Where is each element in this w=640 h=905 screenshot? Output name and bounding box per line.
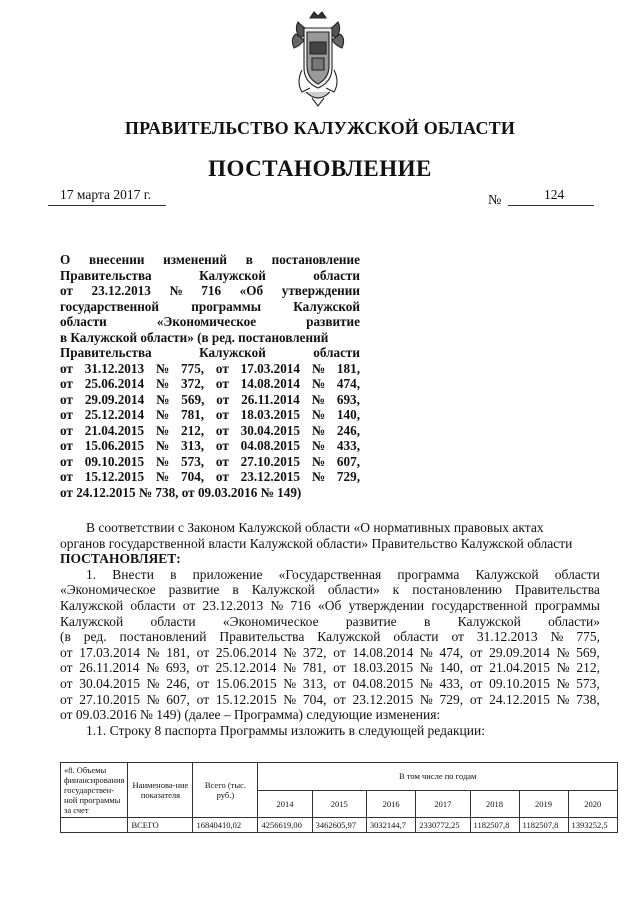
title-word: № — [155, 422, 170, 438]
title-word: № — [169, 283, 183, 298]
title-word: 29.09.2014 — [84, 391, 145, 407]
year-header: 2017 — [416, 790, 470, 818]
paragraph-line: от 26.11.2014 № 693, от 25.12.2014 № 781, от 18.03.2015 № 140, от 21.04.2015 № 212, — [60, 660, 600, 676]
title-word: внесении — [89, 252, 145, 267]
decree-title — [60, 252, 360, 500]
title-word: 474, — [336, 376, 360, 391]
year-value: 1393252,5 — [568, 818, 617, 833]
title-word: «Об — [239, 283, 264, 298]
title-word: Правительства — [60, 267, 152, 283]
title-word: 569, — [181, 391, 205, 407]
decree-body — [60, 520, 600, 738]
title-word: 716 — [201, 283, 222, 298]
title-word: 18.03.2015 — [240, 407, 300, 422]
title-word: 17.03.2014 — [240, 360, 300, 376]
title-line — [60, 407, 360, 423]
title-word: 573, — [181, 453, 205, 469]
title-word: 30.04.2015 — [240, 422, 300, 438]
title-line — [60, 299, 360, 315]
name-header: Наименова-ние показателя — [128, 763, 193, 818]
title-word: от — [60, 469, 73, 484]
paragraph-line: «Экономическое развитие в Калужской области» к постановлению Правительства — [60, 582, 600, 598]
coat-of-arms-icon — [290, 8, 346, 108]
title-word: 25.06.2014 — [84, 376, 145, 391]
title-word: 372, — [181, 376, 205, 391]
government-title: ПРАВИТЕЛЬСТВО КАЛУЖСКОЙ ОБЛАСТИ — [124, 118, 516, 138]
title-word: в Калужской области» (в ред. постановлений — [60, 329, 329, 345]
title-word: 607, — [336, 453, 360, 469]
title-word: от — [215, 360, 229, 376]
title-word: О — [60, 252, 71, 267]
financing-table — [60, 762, 618, 833]
title-word: 14.08.2014 — [240, 376, 300, 391]
title-word: 433, — [336, 438, 360, 453]
total-header: Всего (тыс. руб.) — [193, 763, 258, 818]
row-label-cell: «8. Объемы финансирования государствен-ной программы за счет — [61, 763, 128, 818]
year-value: 2330772,25 — [416, 818, 470, 833]
title-word: от — [215, 438, 229, 453]
title-word: от — [215, 407, 229, 422]
title-word: Правительства — [60, 345, 152, 360]
title-line — [60, 345, 360, 361]
title-word: № — [155, 469, 170, 484]
decree-number: 124 — [544, 187, 565, 202]
paragraph-line: от 30.04.2015 № 246, от 15.06.2015 № 313, от 04.08.2015 № 433, от 09.10.2015 № 573, — [60, 675, 600, 691]
title-word: 26.11.2014 — [241, 391, 300, 407]
title-word: 21.04.2015 — [84, 422, 145, 438]
title-word: № — [311, 407, 326, 422]
title-word: от — [60, 360, 73, 376]
title-word: 25.12.2014 — [84, 407, 145, 422]
title-word: в — [245, 252, 253, 267]
title-word: изменений — [163, 252, 227, 267]
title-word: № — [311, 391, 325, 407]
year-header: 2018 — [470, 790, 519, 818]
title-line — [60, 330, 360, 346]
year-value: 3462605,97 — [312, 818, 366, 833]
title-word: № — [311, 469, 326, 484]
paragraph-1-last-line: от 09.03.2016 № 149) (далее – Программа) следующие изменения: — [60, 707, 441, 723]
decree-date: 17 марта 2017 г. — [60, 187, 152, 202]
title-line — [60, 252, 360, 268]
date-underline — [48, 205, 166, 206]
intro-line-1: В соответствии с Законом Калужской области «О нормативных правовых актах — [86, 520, 544, 535]
title-word: № — [311, 422, 326, 438]
title-word: от — [215, 469, 229, 484]
title-word: Калужской — [199, 345, 266, 360]
title-word: от — [60, 407, 73, 422]
title-word: области — [313, 345, 360, 360]
title-word: 31.12.2013 — [84, 360, 145, 376]
title-word: Калужской — [199, 267, 266, 283]
year-header: 2016 — [366, 790, 415, 818]
year-header: 2019 — [519, 790, 568, 818]
paragraph-1 — [60, 567, 600, 707]
title-line — [60, 314, 360, 330]
title-line — [60, 469, 360, 485]
title-word: № — [155, 407, 170, 422]
title-word: программы — [191, 298, 261, 314]
title-word: утверждении — [281, 283, 360, 298]
title-word: от 24.12.2015 № 738, от 09.03.2016 № 149) — [60, 484, 302, 500]
title-line — [60, 376, 360, 392]
title-word: № — [311, 360, 326, 376]
title-word: № — [155, 438, 170, 453]
title-word: от — [60, 438, 73, 453]
empty-cell — [61, 818, 128, 833]
year-value: 1182507,8 — [519, 818, 568, 833]
title-word: 140, — [336, 407, 360, 422]
title-word: 27.10.2015 — [240, 453, 300, 469]
title-word: 09.10.2015 — [84, 453, 145, 469]
title-word: 729, — [336, 469, 360, 484]
title-word: 181, — [336, 360, 360, 376]
title-line — [60, 361, 360, 377]
document-type: ПОСТАНОВЛЕНИЕ — [208, 156, 432, 181]
title-word: 212, — [181, 422, 205, 438]
year-header: 2014 — [258, 790, 312, 818]
title-word: развитие — [306, 314, 360, 329]
row-total: 16840410,02 — [193, 818, 258, 833]
title-word: от — [60, 422, 73, 438]
title-word: № — [311, 438, 326, 453]
title-word: № — [155, 376, 170, 391]
paragraph-1-1: 1.1. Строку 8 паспорта Программы изложить в следующей редакции: — [86, 722, 485, 738]
title-word: области — [60, 314, 107, 329]
title-word: области — [313, 267, 360, 283]
number-sign: № — [488, 193, 502, 208]
title-word: 704, — [181, 469, 205, 484]
title-line — [60, 283, 360, 299]
intro-line-2: органов государственной власти Калужской области» Правительство Калужской области — [60, 535, 573, 551]
year-value: 1182507,8 — [470, 818, 519, 833]
number-underline — [508, 205, 594, 206]
title-line — [60, 454, 360, 470]
paragraph-line: Калужской области от 23.12.2013 № 716 «Об утверждении государственной программы — [60, 597, 600, 613]
title-word: «Экономическое — [156, 314, 257, 329]
title-word: от — [216, 391, 230, 407]
year-value: 3032144,7 — [366, 818, 415, 833]
paragraph-line: от 17.03.2014 № 181, от 25.06.2014 № 372, от 14.08.2014 № 474, от 29.09.2014 № 569, — [60, 644, 600, 660]
title-word: 781, — [181, 407, 205, 422]
title-word: от — [215, 422, 229, 438]
title-word: № — [155, 453, 170, 469]
title-word: № — [311, 453, 326, 469]
title-word: от — [60, 391, 73, 407]
title-word: 15.12.2015 — [84, 469, 145, 484]
title-word: № — [311, 376, 326, 391]
row-name: ВСЕГО — [128, 818, 193, 833]
title-word: 04.08.2015 — [240, 438, 300, 453]
title-word: 15.06.2015 — [84, 438, 145, 453]
paragraph-line: (в ред. постановлений Правительства Калужской области от 31.12.2013 № 775, — [60, 629, 600, 645]
title-word: № — [155, 360, 170, 376]
paragraph-line: от 27.10.2015 № 607, от 15.12.2015 № 704, от 23.12.2015 № 729, от 24.12.2015 № 738, — [60, 691, 600, 707]
title-word: от — [215, 376, 229, 391]
title-line — [60, 268, 360, 284]
paragraph-line: 1. Внести в приложение «Государственная программа Калужской области — [86, 566, 600, 582]
title-word: 246, — [336, 422, 360, 438]
title-word: 23.12.2013 — [91, 283, 151, 298]
title-line — [60, 423, 360, 439]
year-header: 2020 — [568, 790, 617, 818]
title-word: от — [60, 376, 73, 391]
title-word: 313, — [181, 438, 205, 453]
years-header: В том числе по годам — [258, 763, 618, 791]
title-word: от — [60, 283, 73, 298]
title-word: 775, — [181, 360, 205, 376]
year-value: 4256619,00 — [258, 818, 312, 833]
paragraph-line: Калужской области «Экономическое развитие в Калужской области» — [60, 613, 600, 629]
resolves-heading: ПОСТАНОВЛЯЕТ: — [60, 551, 181, 567]
title-line — [60, 438, 360, 454]
title-word: от — [215, 453, 229, 469]
title-word: № — [156, 391, 170, 407]
year-header: 2015 — [312, 790, 366, 818]
title-line — [60, 392, 360, 408]
title-word: 693, — [336, 391, 360, 407]
title-word: государственной — [60, 298, 159, 314]
title-word: Калужской — [293, 298, 360, 314]
title-line — [60, 485, 360, 501]
title-word: постановление — [271, 252, 360, 267]
title-word: от — [60, 453, 73, 469]
title-word: 23.12.2015 — [240, 469, 300, 484]
